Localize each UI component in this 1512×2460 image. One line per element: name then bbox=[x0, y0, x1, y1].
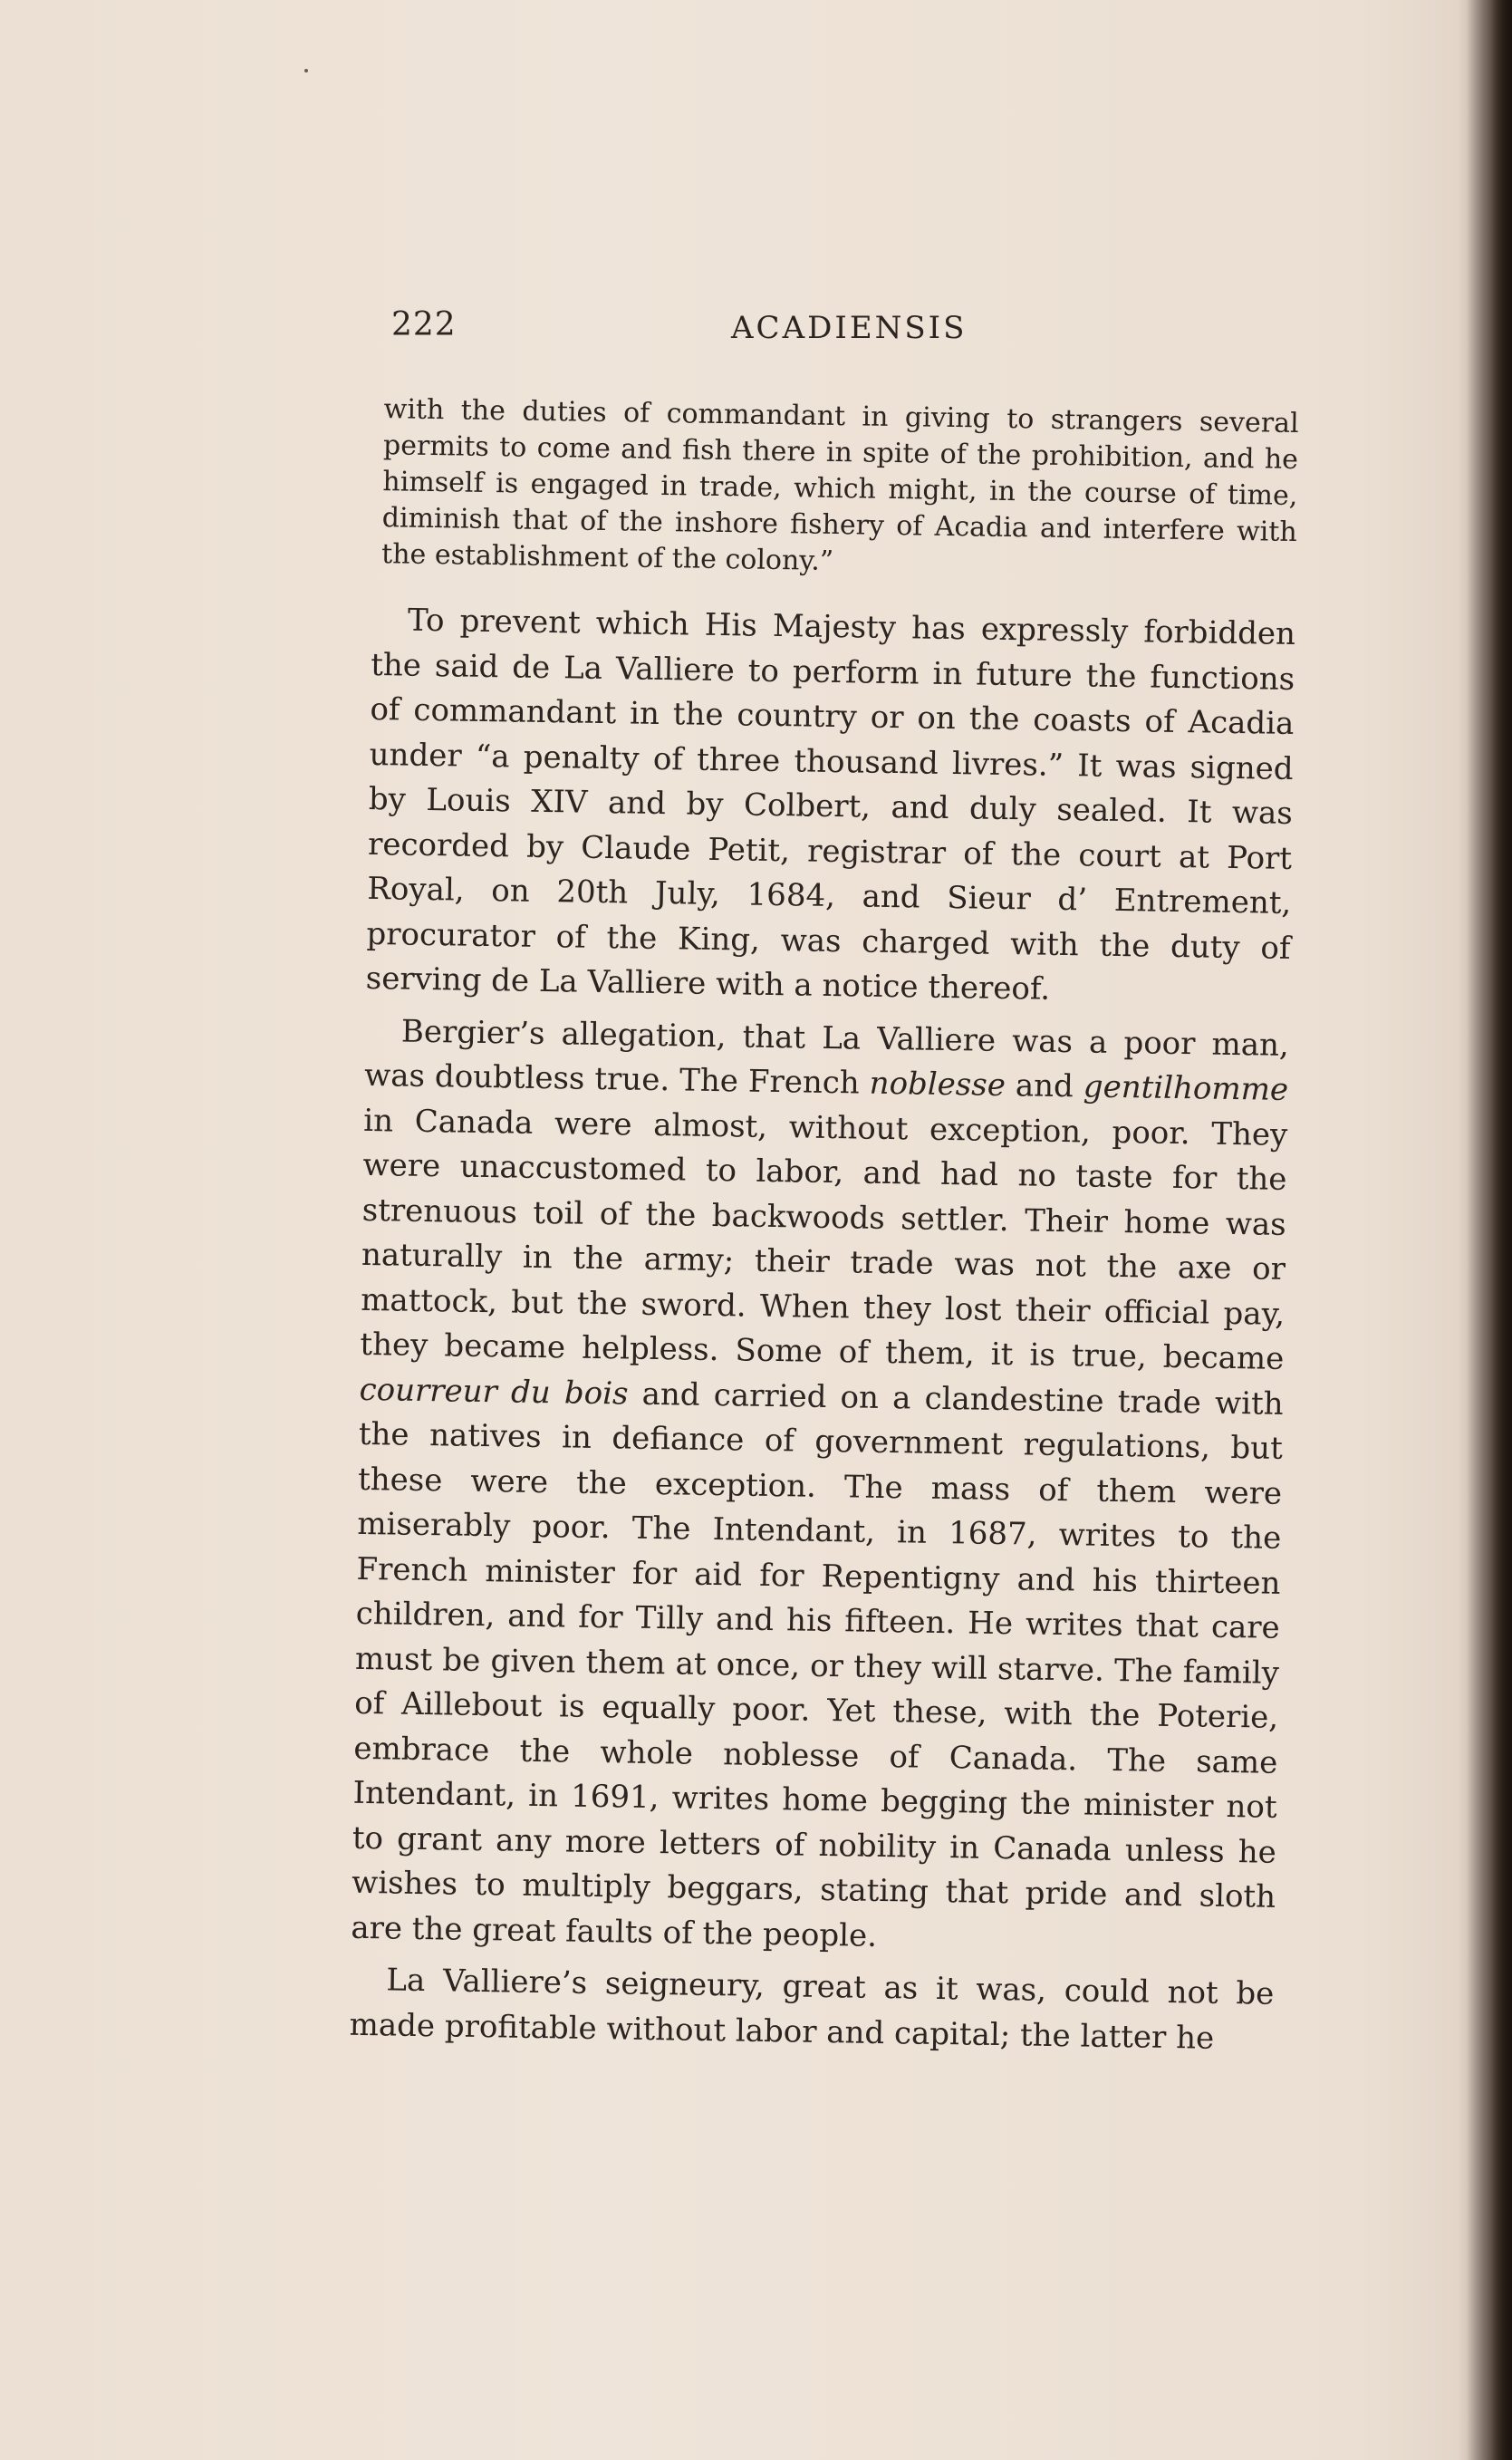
paragraph-2-italic-gentilhomme: gentilhomme bbox=[1083, 1068, 1289, 1108]
paragraph-3: La Valliere’s seigneury, great as it was, could not be made profitable without labor and capital; the latter he bbox=[349, 1962, 1275, 2057]
paragraph-2-text-3: in Canada were almost, without exception, poor. They were unaccustomed to labor, and had no taste for the strenuous toil of the backwoods settler. Their home was naturally in the army; their trade was not the axe or mattock, but the sword. When they lost their official pay, they became helpless. Some of them, it is true, became bbox=[360, 1102, 1288, 1377]
speck bbox=[304, 69, 308, 72]
page-header bbox=[391, 306, 1297, 361]
paragraph-2-text-4: and carried on a clandestine trade with the natives in defiance of government regulations, but these were the exception. The mass of them were miserably poor. The Intendant, in 1687, writes to the French minister for aid for Repentigny and his thirteen children, and for Tilly and his fifteen. He writes that care must be given them at once, or they will starve. The family of Aillebout is equally poor. Yet these, with the Poterie, embrace the whole noblesse of Canada. The same Intendant, in 1691, writes home begging the minister not to grant any more letters of nobility in Canada unless he wishes to multiply beggars, stating that pride and sloth are the great faults of the people. bbox=[351, 1375, 1284, 1954]
page-body bbox=[349, 391, 1299, 2069]
paragraph-2-italic-noblesse: noblesse bbox=[869, 1065, 1006, 1105]
book-gutter-shadow bbox=[1458, 0, 1512, 2460]
paragraph-1: To prevent which His Majesty has expressly forbidden the said de La Valliere to perform in future the functions of commandant in the country or on the coasts of Acadia under “a penalty of three thousand livres.” It was signed by Louis XIV and by Colbert, and duly sealed. It was recorded by Claude Petit, registrar of the court at Port Royal, on 20th July, 1684, and Sieur d’ Entrement, procurator of the King, was charged with the duty of serving de La Valliere with a notice thereof. bbox=[365, 602, 1296, 1008]
paragraph-2 bbox=[351, 1008, 1289, 1964]
running-head: ACADIENSIS bbox=[731, 310, 968, 346]
paragraph-2-text-1: Bergier’s allegation, that La Valliere was a poor man, was doubtless true. The French bbox=[363, 1013, 1290, 1102]
quoted-passage: with the duties of commandant in giving to strangers several permits to come and fish there in spite of the prohibition, and he himself is engaged in trade, which might, in the course of time, diminish that of the inshore fishery of Acadia and interfere with the establishment of the colony.” bbox=[380, 393, 1299, 577]
paragraph-2-italic-courreur: courreur du bois bbox=[359, 1371, 629, 1413]
page-number: 222 bbox=[391, 306, 457, 343]
paragraph-2-text-2: and bbox=[1005, 1067, 1084, 1105]
